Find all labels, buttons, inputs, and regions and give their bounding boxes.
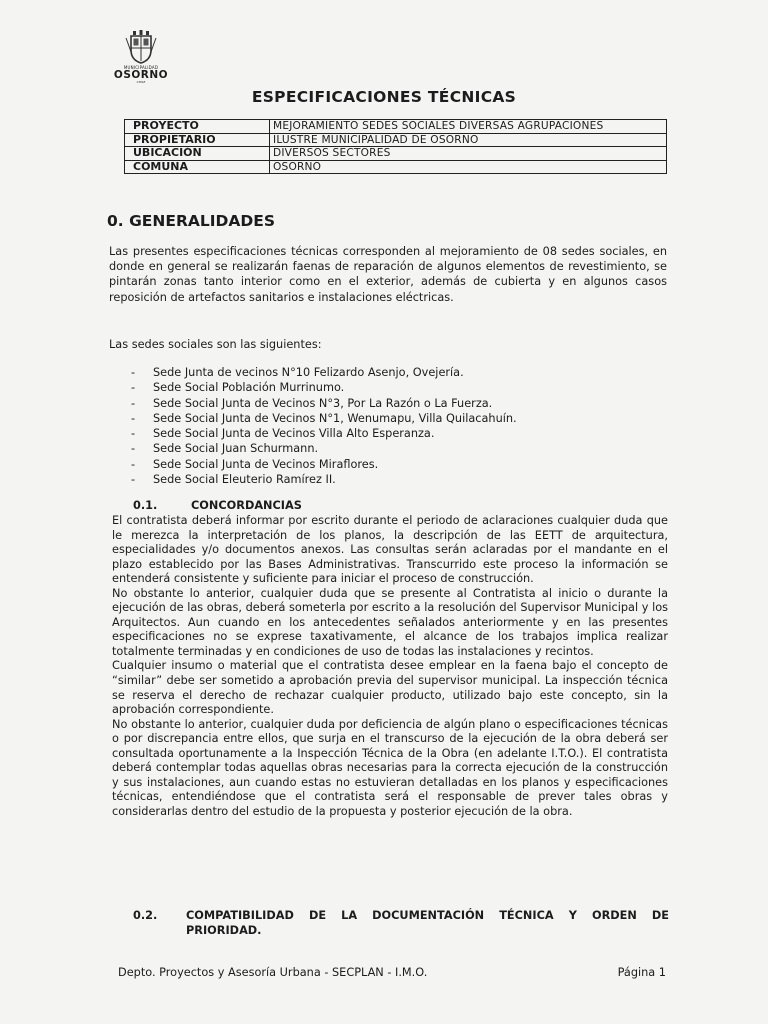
section-number: 0.2. xyxy=(133,909,158,922)
logo-small-text: MUNICIPALIDAD xyxy=(123,65,159,70)
list-item: - Sede Junta de vecinos N°10 Felizardo Asenjo, Ovejería. xyxy=(129,365,517,380)
table-value: ILUSTRE MUNICIPALIDAD DE OSORNO xyxy=(270,133,667,147)
section-title: CONCORDANCIAS xyxy=(191,499,302,512)
list-item: - Sede Social Población Murrinumo. xyxy=(129,380,517,395)
table-key: PROPIETARIO xyxy=(125,133,270,147)
logo-city-name: OSORNO xyxy=(113,69,169,81)
list-item: - Sede Social Junta de Vecinos Miraflores. xyxy=(129,457,517,472)
paragraph: No obstante lo anterior, cualquier duda por deficiencia de algún plano o especificaciones técnicas o por discrepancia entre ellos, que surja en el transcurso de la ejecución de la obra deberá ser consultada oportunamente a la Inspección Técnica de la Obra (en adelante I.T.O.). El contratista deberá contemplar todas aquellas obras necesarias para la correcta ejecución de la construcción y sus instalaciones, aun cuando estas no estuvieran detalladas en los planos y especificaciones técnicas, entendiéndose que el contratista será el responsable de prever tales obras y considerarlas dentro del estudio de la propuesta y posterior ejecución de la obra. xyxy=(112,717,668,818)
paragraph: El contratista deberá informar por escrito durante el periodo de aclaraciones cualquier duda que le merezca la interpretación de los planos, la descripción de las EETT de arquitectura, especialidades y/o documentos anexos. Las consultas serán aclaradas por el mandante en el plazo establecido por las Bases Administrativas. Transcurrido este proceso la información se entenderá consistente y suficiente para iniciar el proceso de construcción. xyxy=(112,514,668,586)
coat-of-arms-icon xyxy=(123,30,159,64)
table-value: DIVERSOS SECTORES xyxy=(270,147,667,161)
project-info-table xyxy=(124,119,667,174)
list-item: - Sede Social Juan Schurmann. xyxy=(129,441,517,456)
table-value: OSORNO xyxy=(270,160,667,174)
footer-department: Depto. Proyectos y Asesoría Urbana - SECPLAN - I.M.O. xyxy=(118,966,428,979)
page-footer xyxy=(118,966,666,979)
paragraph: No obstante lo anterior, cualquier duda que se presente al Contratista al inicio o durante la ejecución de las obras, deberá someterla por escrito a la resolución del Supervisor Municipal y los Arquitectos. Aun cuando en los antecedentes señalados anteriormente y en las presentes especificaciones no se exprese taxativamente, el alcance de los trabajos implica realizar totalmente terminadas y en condiciones de uso de todas las instalaciones y recintos. xyxy=(112,586,668,658)
section-title: COMPATIBILIDAD DE LA DOCUMENTACIÓN TÉCNICA Y ORDEN DE PRIORIDAD. xyxy=(186,909,669,937)
list-intro: Las sedes sociales son las siguientes: xyxy=(109,338,322,351)
table-row xyxy=(125,160,667,174)
section-heading-generalidades: 0. GENERALIDADES xyxy=(107,212,275,230)
section-number: 0.1. xyxy=(133,499,158,512)
table-row xyxy=(125,120,667,134)
section-heading-concordancias xyxy=(133,499,302,512)
logo-country-text: CHILE xyxy=(136,80,146,84)
intro-paragraph: Las presentes especificaciones técnicas corresponden al mejoramiento de 08 sedes sociales, en donde en general se realizarán faenas de reparación de algunos elementos de revestimiento, se pintarán zonas tanto interior como en el exterior, además de cubierta y en algunos casos reposición de artefactos sanitarios e instalaciones eléctricas. xyxy=(109,245,667,304)
list-item: - Sede Social Junta de Vecinos N°3, Por La Razón o La Fuerza. xyxy=(129,396,517,411)
concordancias-body xyxy=(112,514,668,819)
page-number: Página 1 xyxy=(617,966,666,979)
list-item: - Sede Social Eleuterio Ramírez II. xyxy=(129,472,517,487)
table-key: UBICACIÓN xyxy=(125,147,270,161)
table-key: PROYECTO xyxy=(125,120,270,134)
table-value: MEJORAMIENTO SEDES SOCIALES DIVERSAS AGRUPACIONES xyxy=(270,120,667,134)
list-item: - Sede Social Junta de Vecinos Villa Alto Esperanza. xyxy=(129,426,517,441)
document-title: ESPECIFICACIONES TÉCNICAS xyxy=(251,88,517,106)
table-row xyxy=(125,147,667,161)
section-heading-compatibilidad xyxy=(133,908,669,938)
list-item: - Sede Social Junta de Vecinos N°1, Wenumapu, Villa Quilacahuín. xyxy=(129,411,517,426)
table-row xyxy=(125,133,667,147)
municipality-logo xyxy=(108,30,174,86)
table-key: COMUNA xyxy=(125,160,270,174)
sedes-list xyxy=(129,365,517,487)
paragraph: Cualquier insumo o material que el contratista desee emplear en la faena bajo el concepto de “similar” debe ser sometido a aprobación previa del supervisor municipal. La inspección técnica se reserva el derecho de rechazar cualquier producto, utilizado bajo este concepto, sin la aprobación correspondiente. xyxy=(112,659,668,717)
